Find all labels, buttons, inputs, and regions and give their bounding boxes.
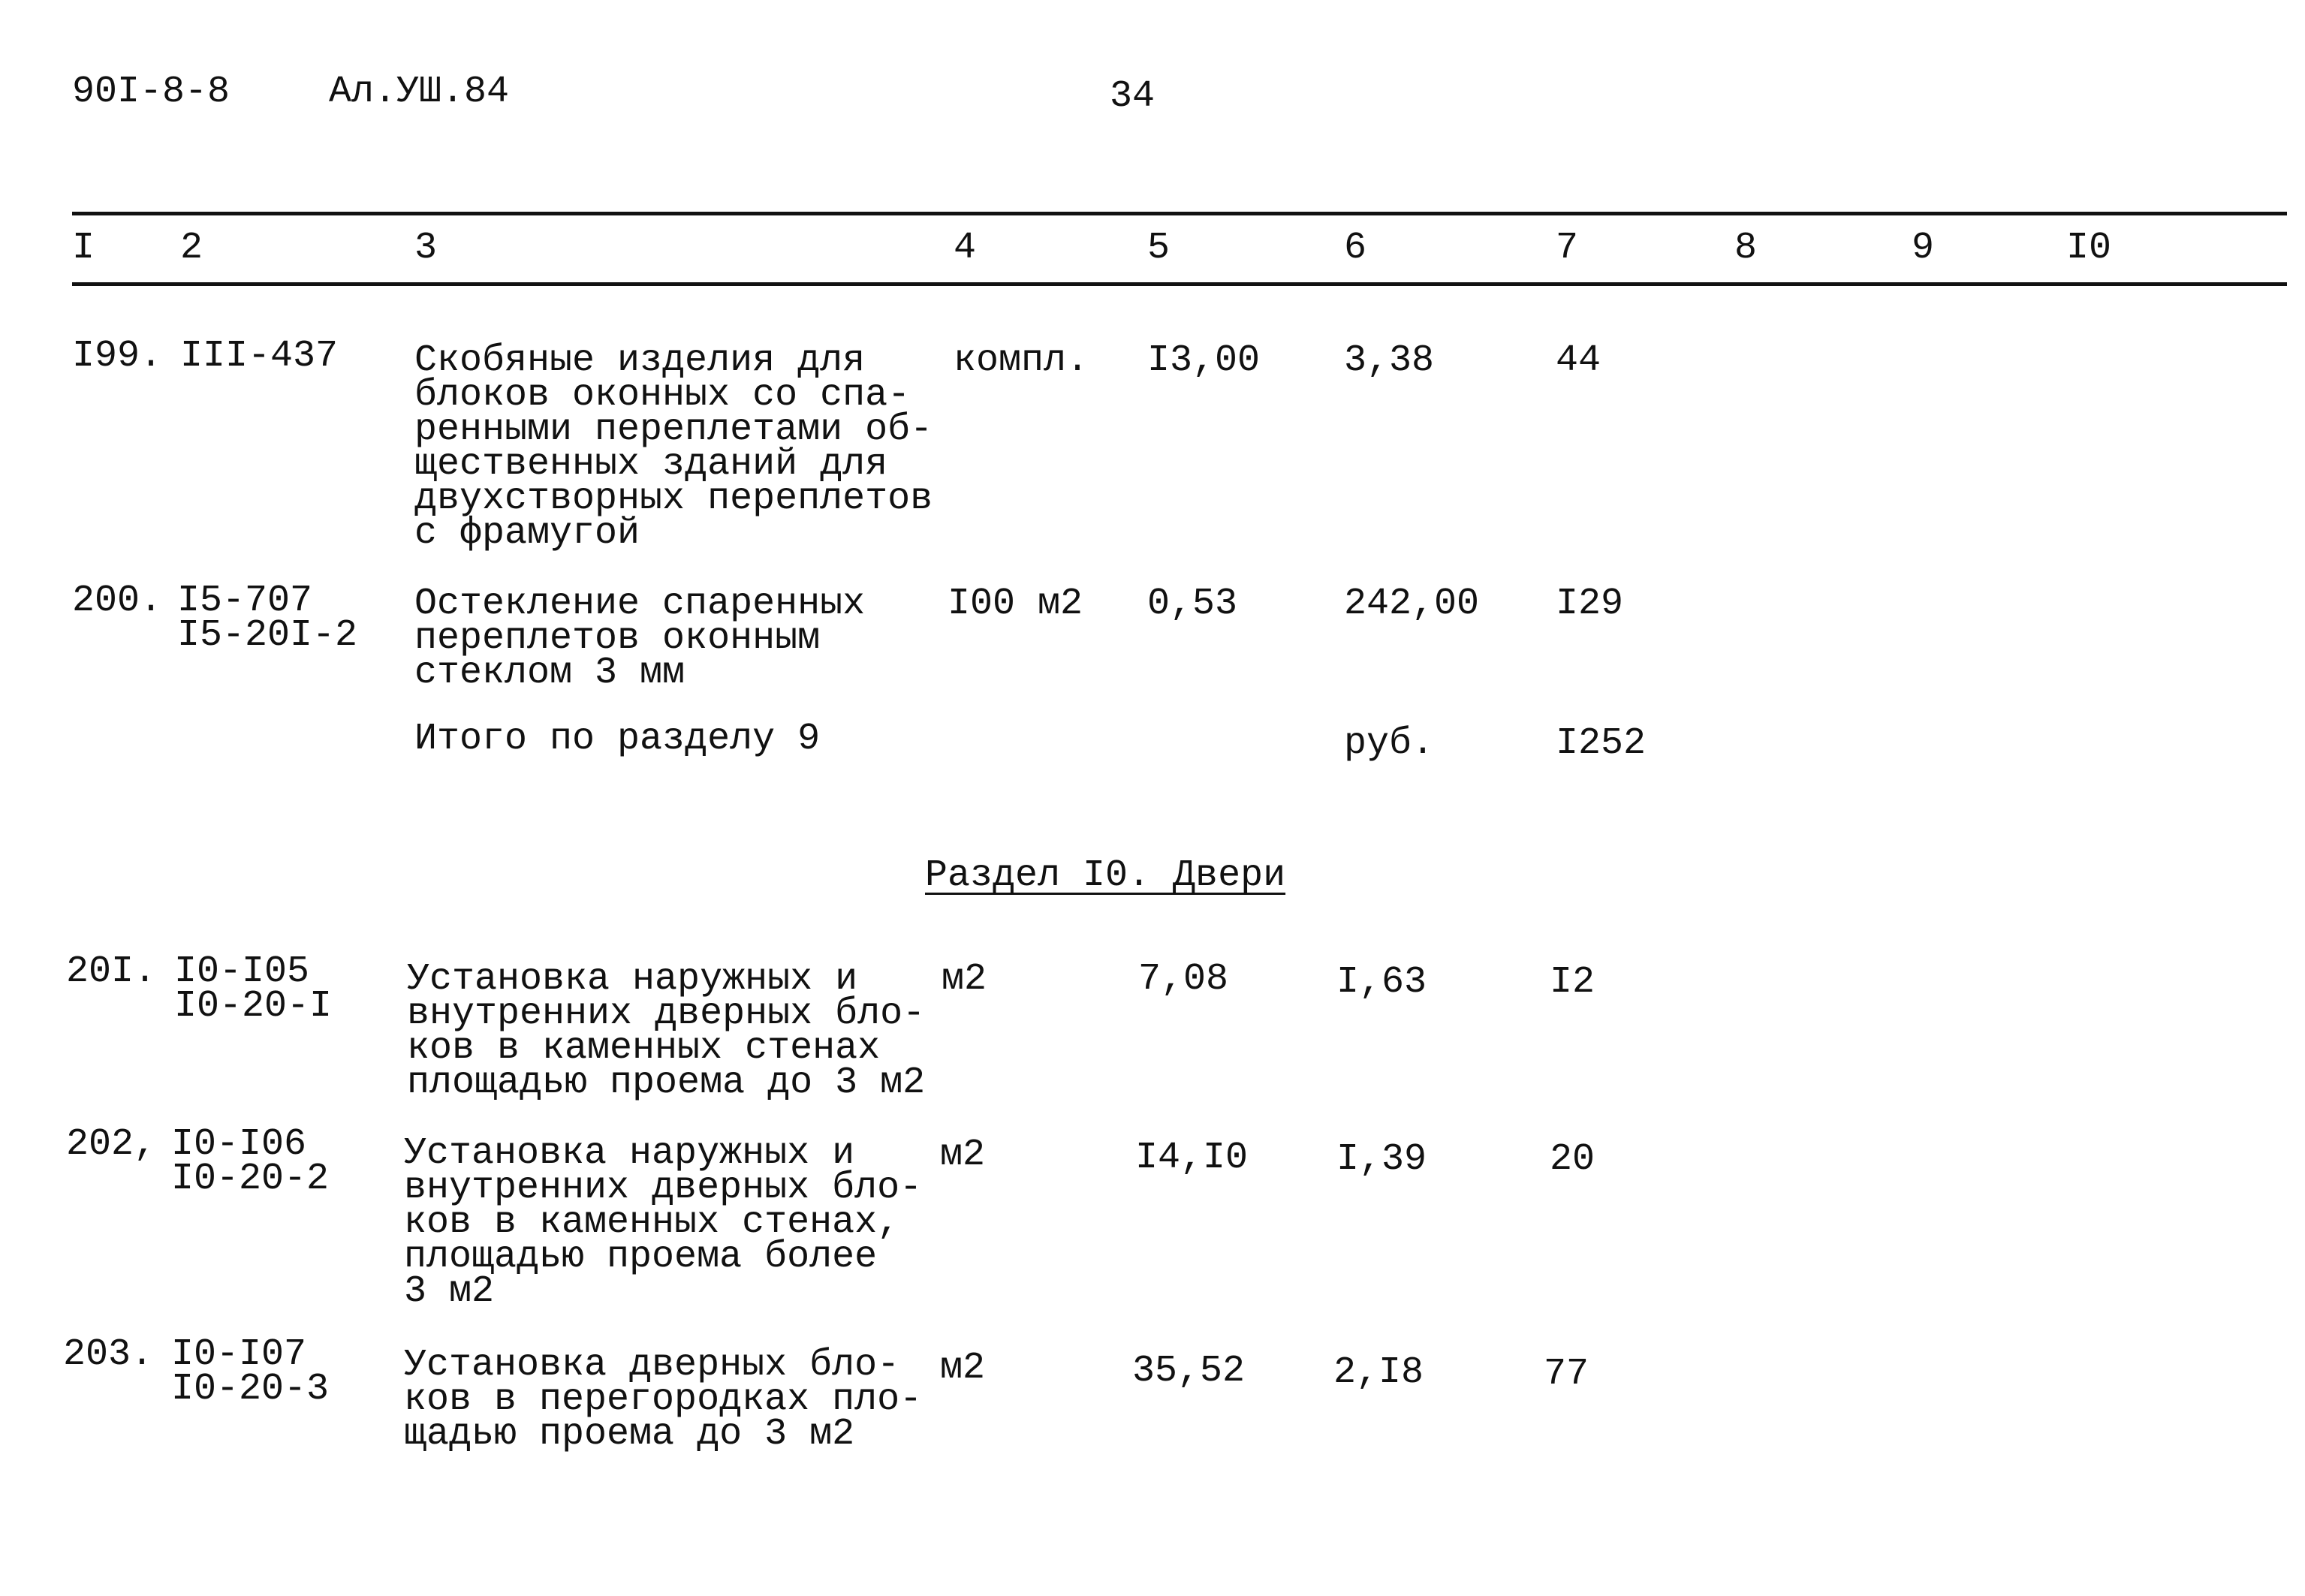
row-number: I99.: [72, 335, 163, 378]
subtotal-label: Итого по разделу 9: [414, 718, 821, 760]
col-header-2: 2: [180, 227, 203, 270]
col-header-3: 3: [414, 227, 438, 270]
row-unit: м2: [940, 1134, 986, 1176]
row-unit-price: I,63: [1336, 961, 1427, 1004]
document-code: 90I-8-8: [72, 71, 230, 113]
col-header-5: 5: [1147, 227, 1171, 270]
row-number: 203.: [63, 1333, 154, 1376]
row-description: Установка дверных бло- ков в перегородках пло- щадью проема до 3 м2: [404, 1344, 923, 1456]
row-number: 200.: [72, 580, 163, 622]
row-code: I5-707 I5-20I-2: [177, 580, 358, 657]
row-description: Скобяные изделия для блоков оконных со спа- ренными переплетами об- щественных зданий для двухстворных переплетов с фрамугой: [414, 339, 933, 555]
row-cost: 77: [1544, 1353, 1589, 1396]
row-cost: I29: [1556, 583, 1624, 625]
row-unit-price: 2,I8: [1333, 1351, 1424, 1394]
row-quantity: 0,53: [1147, 583, 1238, 625]
col-header-6: 6: [1344, 227, 1367, 270]
col-header-10: I0: [2066, 227, 2112, 270]
row-number: 202,: [66, 1123, 157, 1166]
row-code: I0-I06 I0-20-2: [171, 1123, 330, 1200]
row-unit-price: 242,00: [1344, 583, 1480, 625]
row-cost: 44: [1556, 339, 1601, 382]
row-cost: 20: [1550, 1138, 1595, 1181]
table-top-rule: [72, 212, 2287, 215]
column-header-rule: [72, 282, 2287, 286]
section-title: Раздел I0. Двери: [925, 854, 1286, 897]
col-header-8: 8: [1734, 227, 1758, 270]
row-code: III-437: [180, 335, 339, 378]
row-unit: м2: [940, 1347, 986, 1390]
row-number: 20I.: [66, 950, 157, 993]
row-unit: м2: [942, 958, 987, 1001]
row-unit-price: 3,38: [1344, 339, 1435, 382]
row-description: Установка наружных и внутренних дверных бло- ков в каменных стенах площадью проема до 3 м2: [407, 958, 926, 1104]
row-quantity: I3,00: [1147, 339, 1261, 382]
row-code: I0-I05 I0-20-I: [174, 950, 333, 1028]
row-unit: компл.: [954, 339, 1089, 382]
row-code: I0-I07 I0-20-3: [171, 1333, 330, 1411]
col-header-7: 7: [1556, 227, 1579, 270]
row-quantity: 7,08: [1138, 958, 1229, 1001]
subtotal-value: I252: [1556, 722, 1647, 765]
col-header-9: 9: [1912, 227, 1935, 270]
row-unit-price: I,39: [1336, 1138, 1427, 1181]
row-quantity: 35,52: [1132, 1350, 1246, 1393]
page-number: 34: [1110, 75, 1156, 118]
subtotal-unit: руб.: [1344, 722, 1435, 765]
album-code: Ал.УШ.84: [329, 71, 510, 113]
row-description: Установка наружных и внутренних дверных бло- ков в каменных стенах, площадью проема более 3 м2: [404, 1132, 923, 1313]
col-header-4: 4: [954, 227, 977, 270]
col-header-1: I: [72, 227, 95, 270]
row-quantity: I4,I0: [1135, 1137, 1249, 1179]
row-cost: I2: [1550, 961, 1595, 1004]
row-description: Остекление спаренных переплетов оконным стеклом 3 мм: [414, 583, 866, 694]
row-unit: I00 м2: [948, 583, 1083, 625]
